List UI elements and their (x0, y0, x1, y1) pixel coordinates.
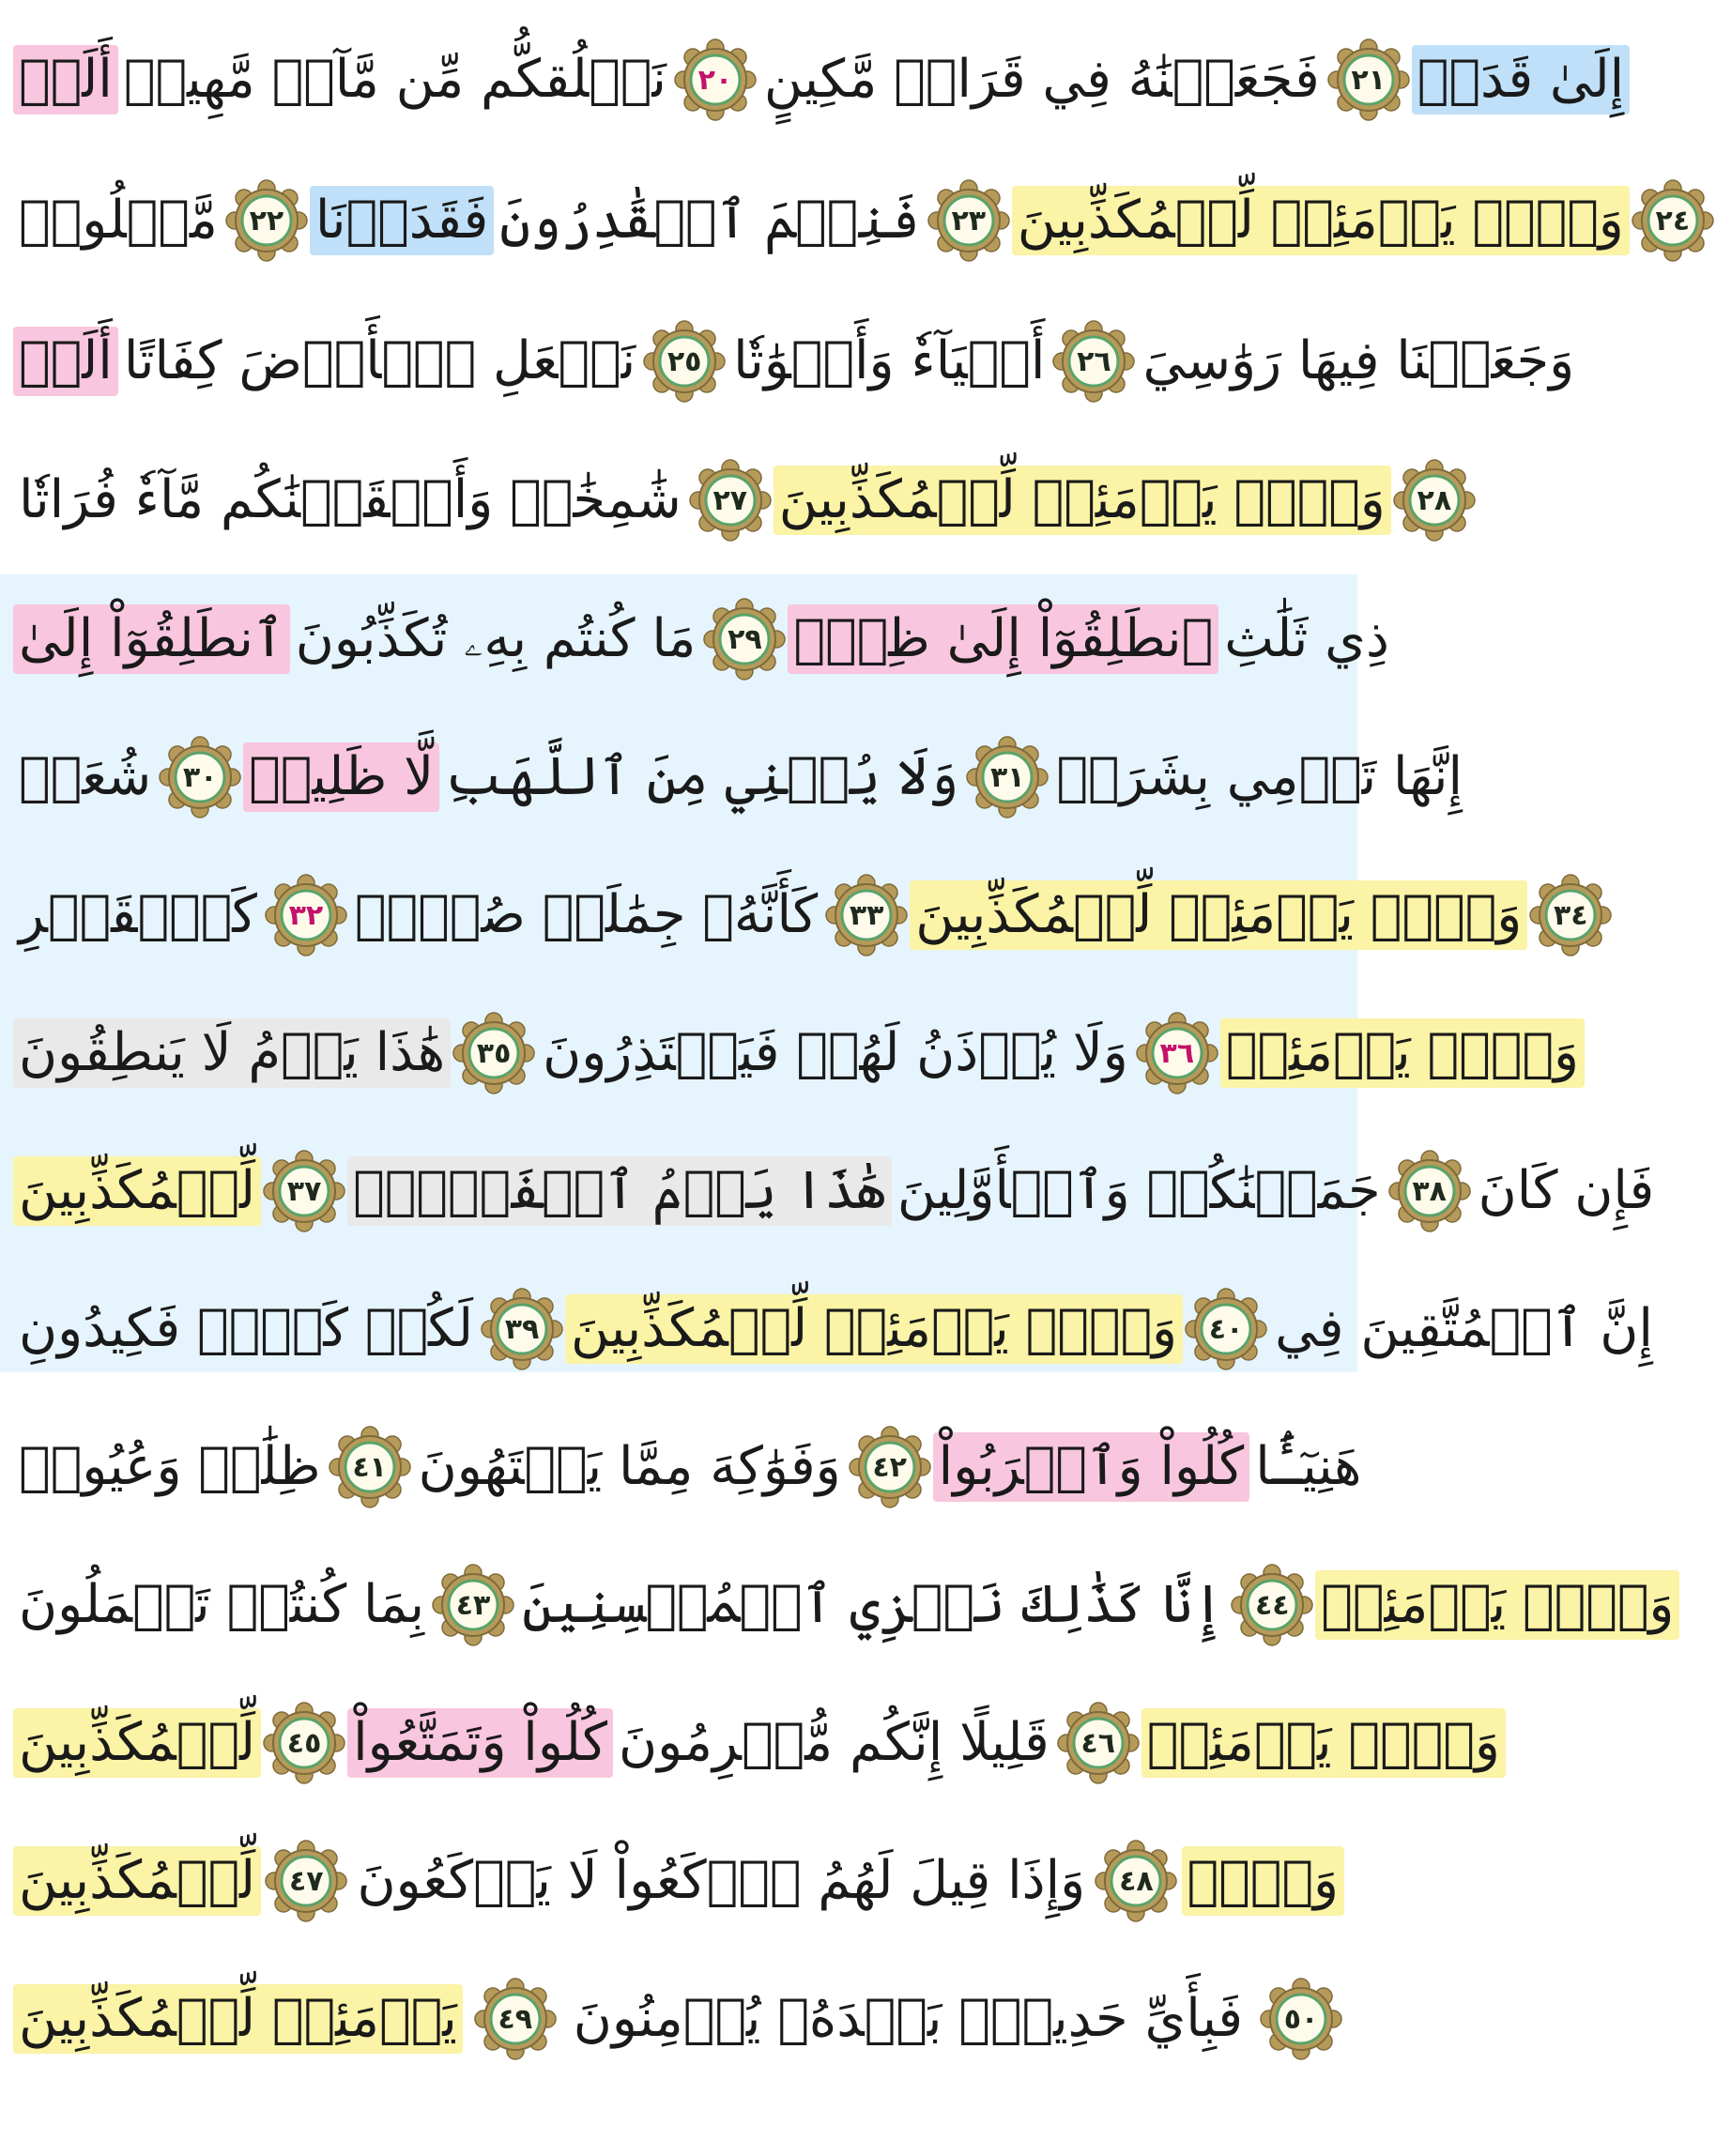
ayah-marker (672, 37, 758, 123)
ayah-number: ٢٤ (1655, 204, 1691, 237)
verse-text: كَأَنَّهُۥ جِمَٰلَتٞ صُفۡرٞ (354, 884, 819, 946)
ayah-marker (1527, 872, 1614, 958)
highlighted-verse-text: ٱنطَلِقُوٓاْ إِلَىٰ ظِلّٖ (788, 604, 1218, 674)
ayah-number: ٥٠ (1283, 2002, 1319, 2036)
ayah-number: ٣٧ (286, 1174, 322, 1208)
ayah-number: ٤٠ (1208, 1312, 1244, 1346)
verse-text: شُعَبٖ (19, 746, 152, 808)
highlighted-verse-text: يَوۡمَئِذٖ لِّلۡمُكَذِّبِينَ (13, 1984, 463, 2054)
highlighted-verse-text: فَقَدَرۡنَا (310, 186, 494, 255)
ayah-marker (1229, 1562, 1315, 1648)
verse-text: مَّعۡلُومٖ (19, 190, 218, 252)
ayah-marker (926, 177, 1012, 264)
ayah-marker (1183, 1286, 1269, 1372)
verse-text: نَخۡلُقكُّم مِّن مَّآءٖ مَّهِينٖ (123, 49, 666, 111)
ayah-marker (641, 318, 728, 405)
ayah-number: ٢١ (1351, 63, 1387, 97)
text-line (13, 569, 1389, 710)
ayah-number: ٤٦ (1080, 1726, 1116, 1760)
highlighted-verse-text: هَٰذَا يَوۡمُ لَا يَنطِقُونَ (13, 1018, 451, 1088)
highlighted-verse-text: أَلَمۡ (13, 45, 118, 115)
verse-text: إِنَّ ٱلۡمُتَّقِينَ فِي (1275, 1298, 1653, 1360)
verse-text: ظِلَٰلٖ وَعُيُونٖ (19, 1436, 321, 1498)
verse-text: بِمَا كُنتُمۡ تَعۡمَلُونَ (19, 1574, 425, 1636)
highlighted-verse-text: وَيۡلٞ يَوۡمَئِذٖ (1220, 1018, 1585, 1088)
highlighted-verse-text: لَّا ظَلِيلٖ (243, 742, 439, 812)
ayah-marker (263, 872, 349, 958)
highlighted-verse-text: وَيۡلٞ يَوۡمَئِذٖ لِّلۡمُكَذِّبِينَ (910, 880, 1527, 950)
ayah-marker (327, 1424, 413, 1510)
highlighted-verse-text: وَيۡلٞ يَوۡمَئِذٖ لِّلۡمُكَذِّبِينَ (565, 1294, 1183, 1364)
ayah-number: ٣٨ (1412, 1174, 1447, 1208)
ayah-number: ٣٠ (182, 760, 218, 794)
highlighted-verse-text: لِّلۡمُكَذِّبِينَ (13, 1708, 261, 1778)
text-line (13, 707, 1463, 848)
text-line (13, 430, 1452, 571)
ayah-marker (964, 734, 1050, 820)
ayah-marker (223, 177, 310, 264)
ayah-number: ٤٩ (498, 2002, 533, 2036)
verse-text: وَفَوَٰكِهَ مِمَّا يَشۡتَهُونَ (418, 1436, 841, 1498)
verse-text: نَجۡعَلِ ٱلۡأَرۡضَ كِفَاتًا (123, 330, 636, 392)
verse-text: وَإِذَا قِيلَ لَهُمُ ٱرۡكَعُواْ لَا يَرۡكَعُونَ (357, 1850, 1086, 1912)
ayah-marker (430, 1562, 516, 1648)
ayah-number: ٤٧ (288, 1864, 324, 1898)
highlighted-verse-text: لِّلۡمُكَذِّبِينَ (13, 1846, 261, 1916)
verse-text: أَحۡيَآءٗ وَأَمۡوَٰتٗا (733, 330, 1046, 392)
text-line (13, 1397, 1362, 1537)
verse-text: لَكُمۡ كَيۡدٞ فَكِيدُونِ (19, 1298, 474, 1360)
ayah-number: ٣٥ (476, 1036, 512, 1070)
ayah-marker (261, 1700, 347, 1786)
highlighted-verse-text: إِلَىٰ قَدَرٖ (1412, 45, 1630, 115)
ayah-number: ٤٨ (1119, 1864, 1154, 1898)
text-line (13, 983, 1579, 1124)
ayah-marker (1391, 457, 1478, 543)
ayah-marker (1258, 1976, 1344, 2062)
verse-text: قَلِيلًا إِنَّكُم مُّجۡرِمُونَ (619, 1712, 1050, 1774)
verse-text: فَإِن كَانَ (1478, 1160, 1655, 1222)
highlighted-verse-text: وَيۡلٞ (1182, 1846, 1344, 1916)
highlighted-verse-text: وَيۡلٞ يَوۡمَئِذٖ (1141, 1708, 1506, 1778)
ayah-marker (451, 1010, 537, 1096)
ayah-number: ٢٠ (697, 63, 733, 97)
ayah-number: ٤٤ (1254, 1588, 1290, 1622)
verse-text: جَمَعۡنَٰكُمۡ وَٱلۡأَوَّلِينَ (896, 1160, 1381, 1222)
highlighted-verse-text: وَيۡلٞ يَوۡمَئِذٖ لِّلۡمُكَذِّبِينَ (774, 466, 1391, 535)
highlighted-verse-text: ٱنطَلِقُوٓاْ إِلَىٰ (13, 604, 290, 674)
text-line (13, 291, 1575, 432)
ayah-marker (1387, 1148, 1473, 1234)
verse-text: فَنِعۡمَ ٱلۡقَٰدِرُونَ (499, 190, 920, 252)
ayah-number: ٢٥ (666, 344, 702, 378)
highlighted-verse-text: وَيۡلٞ يَوۡمَئِذٖ لِّلۡمُكَذِّبِينَ (1012, 186, 1630, 255)
ayah-number: ٣٢ (288, 898, 324, 932)
verse-text: إِنَّهَا تَرۡمِي بِشَرَرٖ (1056, 746, 1463, 808)
text-line (13, 1535, 1675, 1675)
verse-text: وَجَعَلۡنَا فِيهَا رَوَٰسِيَ (1142, 330, 1575, 392)
ayah-number: ٣٤ (1553, 898, 1588, 932)
verse-text: وَلَا يُؤۡذَنُ لَهُمۡ فَيَعۡتَذِرُونَ (543, 1022, 1128, 1084)
highlighted-verse-text: كُلُواْ وَتَمَتَّعُواْ (347, 1708, 613, 1778)
ayah-marker (261, 1148, 347, 1234)
ayah-marker (701, 596, 788, 682)
ayah-marker (263, 1838, 349, 1924)
text-line (13, 845, 1588, 986)
verse-text: هَنِيٓـَٔۢا (1255, 1436, 1362, 1498)
text-line (13, 1949, 1344, 2089)
ayah-marker (1093, 1838, 1179, 1924)
ayah-marker (472, 1976, 559, 2062)
verse-text: كَٱلۡقَصۡرِ (19, 884, 257, 946)
ayah-marker (823, 872, 910, 958)
ayah-number: ٣٦ (1159, 1036, 1195, 1070)
ayah-marker (1134, 1010, 1220, 1096)
ayah-number: ٢٦ (1077, 344, 1111, 378)
ayah-marker (479, 1286, 565, 1372)
text-line (13, 1673, 1500, 1813)
ayah-marker (1630, 177, 1716, 264)
verse-text: ذِي ثَلَٰثِ (1224, 608, 1389, 670)
ayah-number: ٢٣ (951, 204, 987, 237)
verse-text: شَٰمِخَٰتٖ وَأَسۡقَيۡنَٰكُم مَّآءٗ فُرَاتٗا (19, 469, 682, 531)
ayah-marker (1055, 1700, 1141, 1786)
highlighted-verse-text: لِّلۡمُكَذِّبِينَ (13, 1156, 261, 1226)
ayah-marker (1325, 37, 1412, 123)
ayah-number: ٣٣ (849, 898, 884, 932)
verse-text: وَلَا يُغۡنِي مِنَ ٱللَّهَبِ (445, 746, 959, 808)
text-line (13, 1259, 1653, 1399)
ayah-number: ٢٧ (712, 483, 748, 517)
verse-text: مَا كُنتُم بِهِۦ تُكَذِّبُونَ (295, 608, 697, 670)
verse-text: فَجَعَلۡنَٰهُ فِي قَرَارٖ مَّكِينٍ (763, 49, 1320, 111)
ayah-number: ٤٣ (455, 1588, 491, 1622)
ayah-number: ٢٨ (1417, 483, 1452, 517)
ayah-marker (1050, 318, 1137, 405)
text-line (13, 1811, 1344, 1951)
text-line (13, 1121, 1655, 1261)
highlighted-verse-text: وَيۡلٞ يَوۡمَئِذٖ (1315, 1570, 1679, 1640)
ayah-marker (687, 457, 774, 543)
ayah-number: ٢٩ (728, 622, 762, 656)
ayah-marker (157, 734, 243, 820)
highlighted-verse-text: هَٰذَا يَوۡمُ ٱلۡفَصۡلِۖ (347, 1156, 892, 1226)
ayah-number: ٤١ (352, 1450, 387, 1484)
ayah-number: ٣٩ (504, 1312, 540, 1346)
ayah-number: ٢٢ (249, 204, 284, 237)
ayah-number: ٣١ (990, 760, 1025, 794)
highlighted-verse-text: كُلُواْ وَٱشۡرَبُواْ (933, 1432, 1250, 1502)
text-line (13, 150, 1691, 291)
highlighted-verse-text: أَلَمۡ (13, 327, 118, 396)
ayah-number: ٤٥ (286, 1726, 322, 1760)
ayah-number: ٤٢ (872, 1450, 907, 1484)
verse-text: فَبِأَيِّ حَدِيثِۭ بَعۡدَهُۥ يُؤۡمِنُونَ (573, 1988, 1244, 2050)
text-line (13, 9, 1625, 150)
ayah-marker (847, 1424, 933, 1510)
verse-text: إِنَّا كَذَٰلِكَ نَجۡزِي ٱلۡمُحۡسِنِينَ (522, 1574, 1224, 1636)
